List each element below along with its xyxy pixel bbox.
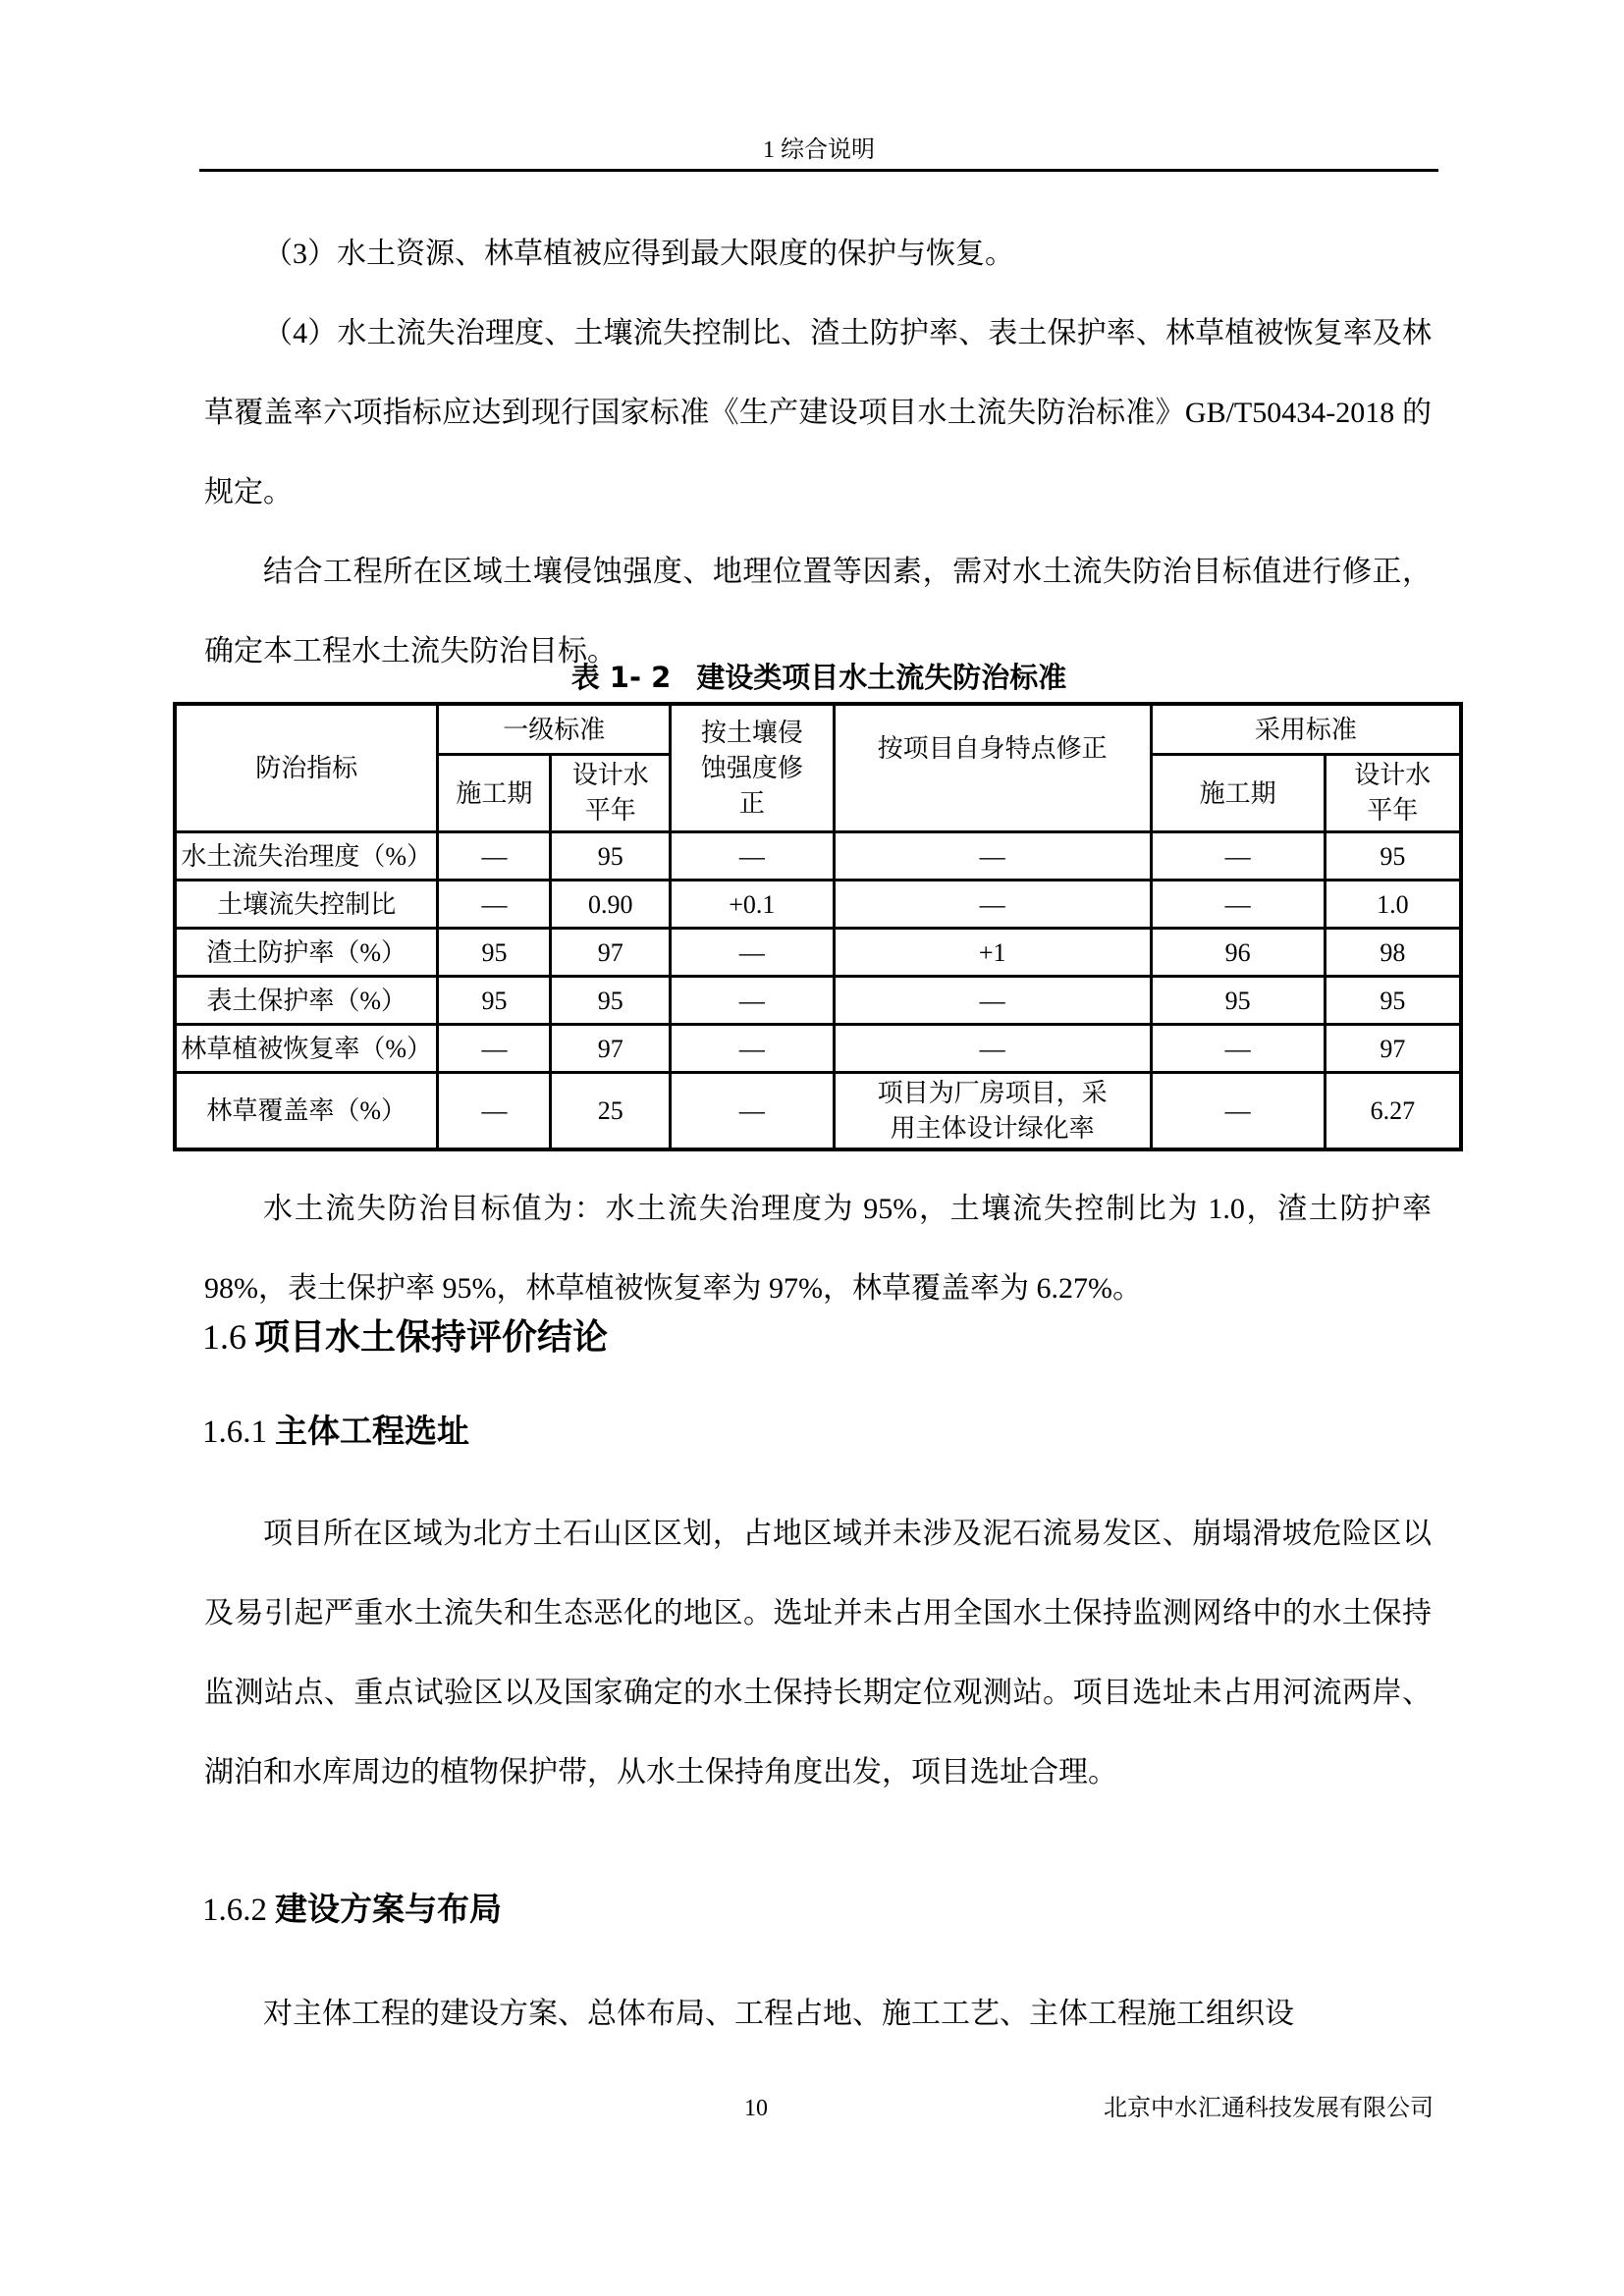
cell-adopted-construction: — <box>1151 881 1325 929</box>
header-rule <box>199 169 1438 172</box>
cell-l1-construction: — <box>438 1073 551 1150</box>
table-caption-title: 建设类项目水土流失防治标准 <box>696 661 1067 694</box>
cell-project-adjust: 项目为厂房项目，采用主体设计绿化率 <box>834 1073 1151 1150</box>
section-heading-1-6 <box>202 1315 608 1360</box>
cell-indicator: 渣土防护率（%） <box>175 929 438 977</box>
table-row <box>175 832 1461 881</box>
cell-project-adjust: — <box>834 977 1151 1025</box>
cell-project-adjust: — <box>834 1025 1151 1073</box>
cell-adopted-design: 6.27 <box>1325 1073 1461 1150</box>
cell-l1-construction: 95 <box>438 929 551 977</box>
prevention-standard-table <box>173 702 1463 1151</box>
header-soil-erosion-adjust: 按土壤侵蚀强度修正 <box>671 704 835 832</box>
table-row <box>175 881 1461 929</box>
header-l1-design: 设计水平年 <box>551 755 671 832</box>
cell-adopted-design: 95 <box>1325 832 1461 881</box>
cell-indicator: 表土保护率（%） <box>175 977 438 1025</box>
paragraph-target-revision: 结合工程所在区域土壤侵蚀强度、地理位置等因素，需对水土流失防治目标值进行修正，确定本工程水土流失防治目标。 <box>204 556 1432 667</box>
cell-l1-design: 0.90 <box>551 881 671 929</box>
table-row <box>175 1073 1461 1150</box>
table-header-row <box>175 704 1461 755</box>
header-adopted-construction: 施工期 <box>1151 755 1325 832</box>
cell-adopted-design: 1.0 <box>1325 881 1461 929</box>
paragraph-construction-plan: 对主体工程的建设方案、总体布局、工程占地、施工工艺、主体工程施工组织设 <box>263 1998 1294 2030</box>
cell-l1-construction: — <box>438 881 551 929</box>
cell-soil-adjust: — <box>671 929 835 977</box>
section-number: 1.6.1 <box>202 1415 267 1450</box>
section-title: 项目水土保持评价结论 <box>254 1317 609 1358</box>
header-level1: 一级标准 <box>438 704 671 755</box>
section-number: 1.6.2 <box>202 1893 267 1928</box>
cell-soil-adjust: — <box>671 1073 835 1150</box>
table-row <box>175 929 1461 977</box>
table-row <box>175 1025 1461 1073</box>
cell-project-adjust: — <box>834 881 1151 929</box>
cell-adopted-design: 97 <box>1325 1025 1461 1073</box>
cell-l1-construction: — <box>438 1025 551 1073</box>
cell-l1-design: 97 <box>551 1025 671 1073</box>
cell-project-adjust: +1 <box>834 929 1151 977</box>
section-heading-1-6-1 <box>202 1411 469 1453</box>
cell-l1-construction: 95 <box>438 977 551 1025</box>
cell-adopted-construction: 95 <box>1151 977 1325 1025</box>
cell-adopted-construction: — <box>1151 832 1325 881</box>
cell-soil-adjust: +0.1 <box>671 881 835 929</box>
cell-l1-design: 25 <box>551 1073 671 1150</box>
cell-l1-design: 97 <box>551 929 671 977</box>
paragraph-item-4: （4）水土流失治理度、土壤流失控制比、渣土防护率、表土保护率、林草植被恢复率及林草覆盖率六项指标应达到现行国家标准《生产建设项目水土流失防治标准》GB/T50434-2018 的规定。 <box>204 317 1432 508</box>
cell-indicator: 水土流失治理度（%） <box>175 832 438 881</box>
cell-l1-design: 95 <box>551 832 671 881</box>
cell-indicator: 土壤流失控制比 <box>175 881 438 929</box>
paragraph-site-selection: 项目所在区域为北方土石山区区划，占地区域并未涉及泥石流易发区、崩塌滑坡危险区以及易引起严重水土流失和生态恶化的地区。选址并未占用全国水土保持监测网络中的水土保持监测站点、重点试验区以及国家确定的水土保持长期定位观测站。项目选址未占用河流两岸、湖泊和水库周边的植物保护带，从水土保持角度出发，项目选址合理。 <box>204 1518 1432 1789</box>
cell-adopted-construction: — <box>1151 1025 1325 1073</box>
running-header: 1 综合说明 <box>763 137 875 163</box>
section-title: 建设方案与布局 <box>275 1890 502 1928</box>
paragraph-item-3: （3）水土资源、林草植被应得到最大限度的保护与恢复。 <box>263 238 1014 270</box>
section-title: 主体工程选址 <box>275 1412 469 1450</box>
cell-soil-adjust: — <box>671 832 835 881</box>
table-caption <box>199 660 1438 695</box>
header-indicator: 防治指标 <box>175 704 438 832</box>
header-adopted: 采用标准 <box>1151 704 1461 755</box>
cell-soil-adjust: — <box>671 1025 835 1073</box>
section-heading-1-6-2 <box>202 1889 502 1931</box>
cell-soil-adjust: — <box>671 977 835 1025</box>
cell-adopted-construction: — <box>1151 1073 1325 1150</box>
cell-project-adjust: — <box>834 832 1151 881</box>
cell-adopted-design: 95 <box>1325 977 1461 1025</box>
header-l1-construction: 施工期 <box>438 755 551 832</box>
page-number: 10 <box>744 2096 768 2121</box>
header-project-adjust: 按项目自身特点修正 <box>834 704 1151 832</box>
table-caption-number: 表 1- 2 <box>570 661 672 694</box>
cell-l1-construction: — <box>438 832 551 881</box>
paragraph-target-summary: 水土流失防治目标值为：水土流失治理度为 95%，土壤流失控制比为 1.0，渣土防护率 98%，表土保护率 95%，林草植被恢复率为 97%，林草覆盖率为 6.27%。 <box>204 1193 1432 1305</box>
table-row <box>175 977 1461 1025</box>
cell-adopted-construction: 96 <box>1151 929 1325 977</box>
cell-l1-design: 95 <box>551 977 671 1025</box>
cell-indicator: 林草植被恢复率（%） <box>175 1025 438 1073</box>
header-adopted-design: 设计水平年 <box>1325 755 1461 832</box>
cell-adopted-design: 98 <box>1325 929 1461 977</box>
section-number: 1.6 <box>202 1317 246 1357</box>
cell-indicator: 林草覆盖率（%） <box>175 1073 438 1150</box>
footer-company-name: 北京中水汇通科技发展有限公司 <box>1104 2096 1434 2121</box>
